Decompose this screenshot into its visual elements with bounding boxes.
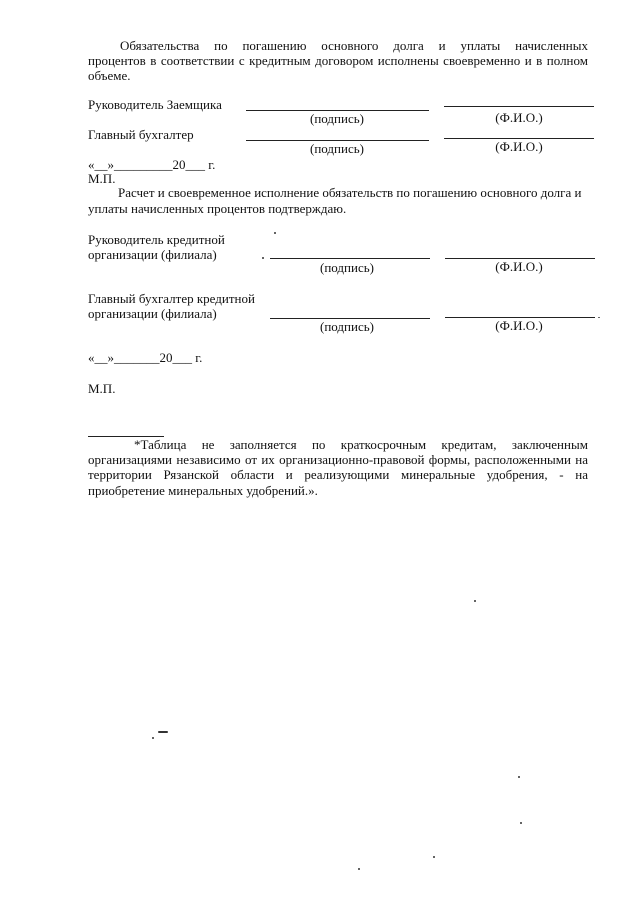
footnote-line-1 — [134, 437, 588, 452]
word: уплаты — [460, 38, 501, 53]
scan-speck — [598, 317, 600, 318]
word: долга — [393, 38, 424, 53]
scan-speck — [520, 822, 522, 824]
word: *Таблица — [134, 437, 187, 452]
word: Обязательства — [120, 38, 200, 53]
name-caption: (Ф.И.О.) — [495, 139, 543, 154]
word: погашению — [242, 38, 307, 53]
scan-speck — [262, 257, 264, 259]
borrower-head-label: Руководитель Заемщика — [88, 97, 222, 112]
scan-speck — [518, 776, 520, 778]
bank-head-label-2: организации (филиала) — [88, 247, 217, 262]
scan-speck — [358, 868, 360, 870]
word: основного — [321, 38, 379, 53]
confirmation-line-1: Расчет и своевременное исполнение обязательств по погашению основного долга и — [118, 185, 582, 200]
word: по — [311, 437, 326, 452]
name-caption: (Ф.И.О.) — [495, 318, 543, 333]
scan-speck — [474, 600, 476, 602]
name-caption: (Ф.И.О.) — [495, 259, 543, 274]
word: заключенным — [511, 437, 588, 452]
scan-speck — [433, 856, 435, 858]
footnote-line-3: территории Рязанской области и реализующими минеральные удобрения, - на — [88, 467, 588, 482]
scan-speck — [274, 232, 276, 234]
scan-speck — [158, 731, 168, 733]
paragraph-obligations-rest: процентов в соответствии с кредитным договором исполнены своевременно и в полном объеме. — [88, 53, 588, 83]
footnote-line-2: организациями независимо от их организационно-правовой формы, расположенными на — [88, 452, 588, 467]
bank-stamp: М.П. — [88, 381, 116, 396]
paragraph-obligations-line-1 — [120, 38, 588, 53]
borrower-accountant-label: Главный бухгалтер — [88, 127, 194, 142]
scan-speck — [152, 737, 154, 739]
signature-caption: (подпись) — [320, 260, 374, 275]
word: по — [214, 38, 228, 53]
word: заполняется — [229, 437, 297, 452]
bank-date: «__»_______20___ г. — [88, 350, 203, 365]
name-caption: (Ф.И.О.) — [495, 110, 543, 125]
signature-caption: (подпись) — [310, 111, 364, 126]
word: начисленных — [515, 38, 588, 53]
footnote-line-4: приобретение минеральных удобрений.». — [88, 483, 318, 498]
bank-accountant-label-2: организации (филиала) — [88, 306, 217, 321]
signature-caption: (подпись) — [310, 141, 364, 156]
borrower-head-name-line — [444, 106, 594, 107]
word: не — [201, 437, 215, 452]
borrower-stamp: М.П. — [88, 171, 116, 186]
borrower-date: «__»_________20___ г. — [88, 157, 216, 172]
word: и — [438, 38, 446, 53]
word: краткосрочным — [340, 437, 427, 452]
confirmation-line-2: уплаты начисленных процентов подтверждаю. — [88, 201, 347, 216]
bank-accountant-label-1: Главный бухгалтер кредитной — [88, 291, 255, 306]
bank-head-label-1: Руководитель кредитной — [88, 232, 225, 247]
signature-caption: (подпись) — [320, 319, 374, 334]
bank-head-signature-line — [270, 258, 430, 259]
word: кредитам, — [441, 437, 497, 452]
